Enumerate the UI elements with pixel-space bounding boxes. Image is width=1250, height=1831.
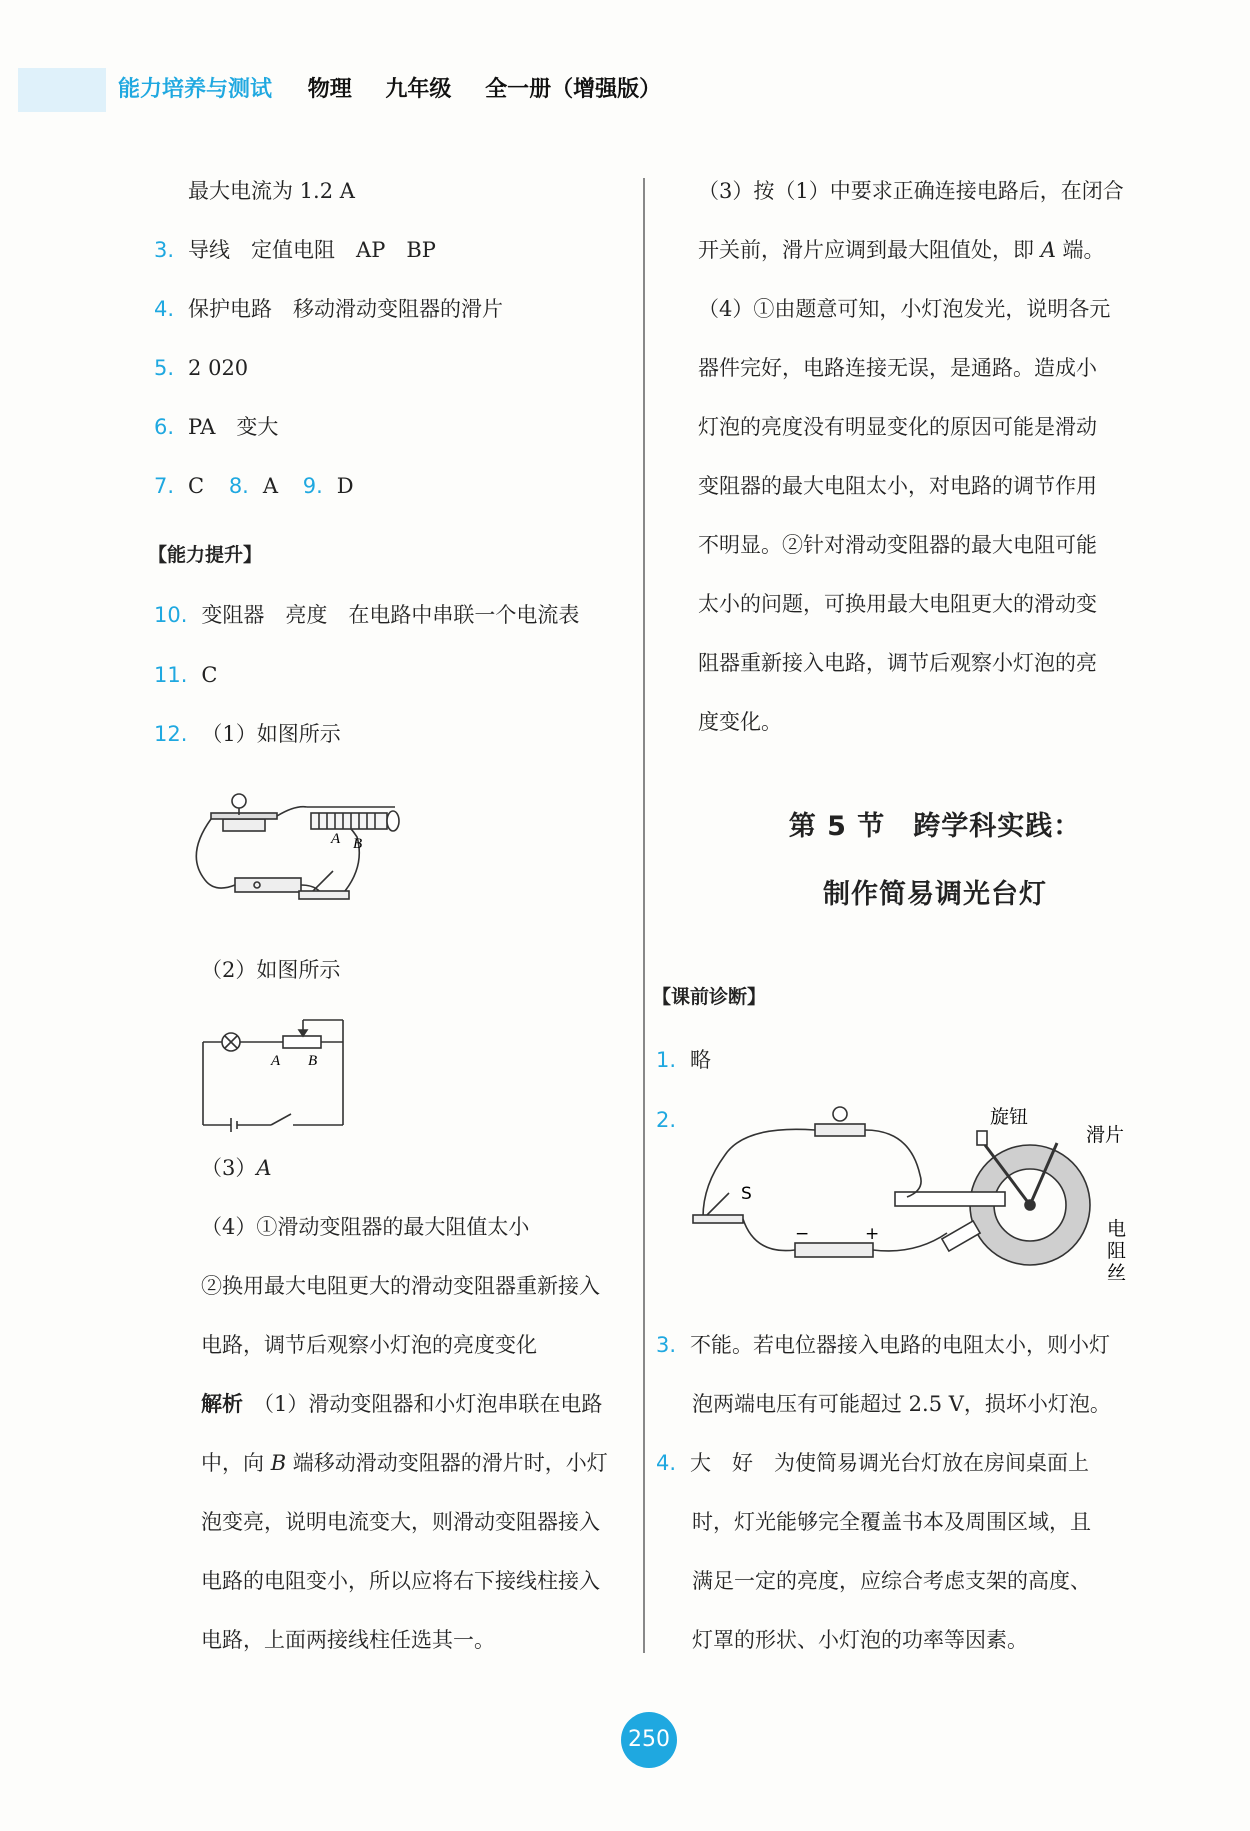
switch-base <box>299 891 349 899</box>
question-number: 4. <box>656 1451 677 1475</box>
answer-3 <box>656 1330 1110 1360</box>
question-number: 12. <box>154 722 188 746</box>
explanation-line: （4）①由题意可知，小灯泡发光，说明各元 <box>698 297 1111 321</box>
answer-text: D <box>336 474 354 498</box>
answer-5 <box>154 353 248 383</box>
answer-text: （1）如图所示 <box>201 722 341 746</box>
explanation-line: 不明显。②针对滑动变阻器的最大电阻可能 <box>698 533 1097 557</box>
explanation-var: B <box>270 1451 287 1475</box>
explanation-line <box>698 235 1105 265</box>
section-title: 第 5 节 跨学科实践： <box>788 811 1082 842</box>
switch-lever <box>707 1193 729 1215</box>
explanation-line: 器件完好，电路连接无误，是通路。造成小 <box>698 356 1097 380</box>
column-divider <box>643 178 645 1653</box>
lamp-base <box>815 1124 865 1136</box>
explanation-text: 端。 <box>1055 238 1105 262</box>
terminal-a-label: A <box>331 831 341 847</box>
positive-label: + <box>865 1224 880 1244</box>
explanation-text: （1）滑动变阻器和小灯泡串联在电路 <box>253 1392 603 1416</box>
answer-text: A <box>262 474 279 498</box>
question-number: 10. <box>154 603 188 627</box>
section-subtitle: 制作简易调光台灯 <box>823 879 1047 910</box>
answer-text: 导线 定值电阻 AP BP <box>188 238 436 262</box>
terminal-b-label: B <box>308 1053 318 1069</box>
answer-12-3 <box>201 1153 272 1183</box>
wire-label-1: 电 <box>1107 1218 1127 1240</box>
lamp-bulb <box>833 1107 847 1121</box>
slider-label: 滑片 <box>1086 1124 1125 1146</box>
wire-label-3: 丝 <box>1107 1262 1127 1284</box>
page-number: 250 <box>621 1712 677 1768</box>
switch-label: S <box>741 1184 752 1204</box>
question-number: 6. <box>154 415 175 439</box>
battery <box>235 878 301 892</box>
terminal-b-label: B <box>353 836 363 852</box>
answer-text: A <box>256 1156 272 1180</box>
answer-text: C <box>188 474 205 498</box>
grade: 九年级 <box>385 77 452 102</box>
explanation-line: 灯泡的亮度没有明显变化的原因可能是滑动 <box>698 415 1097 439</box>
answer-text: 保护电路 移动滑动变阻器的滑片 <box>188 297 504 321</box>
answer-1 <box>656 1045 711 1075</box>
section-heading: 【能力提升】 <box>148 544 263 566</box>
question-number: 9. <box>302 474 323 498</box>
explanation-line: 太小的问题，可换用最大电阻更大的滑动变 <box>698 592 1097 616</box>
explanation-line: （3）按（1）中要求正确连接电路后，在闭合 <box>698 179 1124 203</box>
sub-question-label: （3） <box>201 1156 257 1180</box>
series-title: 能力培养与测试 <box>118 77 273 102</box>
answer-12-2: （2）如图所示 <box>201 958 341 982</box>
volume: 全一册（增强版） <box>485 77 662 102</box>
circuit-schematic-figure <box>195 1010 355 1135</box>
answer-4-cont: 时，灯光能够完全覆盖书本及周围区域，且 <box>692 1510 1091 1534</box>
terminal-a-label: A <box>271 1053 281 1069</box>
answer-11 <box>154 660 217 690</box>
answer-text: 略 <box>690 1048 712 1072</box>
dimmer-circuit-figure <box>685 1105 1155 1290</box>
answer-line: 最大电流为 1.2 A <box>188 179 355 203</box>
explanation-line-5: 电路，上面两接线柱任选其一。 <box>201 1628 495 1652</box>
explanation-line-1 <box>201 1389 602 1419</box>
lamp-base <box>223 819 265 831</box>
question-number: 2. <box>656 1108 677 1132</box>
answer-7-9 <box>154 471 354 501</box>
negative-label: − <box>795 1224 810 1244</box>
circuit-sketch-figure <box>195 785 425 910</box>
answer-text: 变阻器 亮度 在电路中串联一个电流表 <box>201 603 580 627</box>
explanation-label: 解析 <box>201 1392 243 1416</box>
answer-text: 2 020 <box>188 356 249 380</box>
answer-4 <box>656 1448 1089 1478</box>
answer-4 <box>154 294 503 324</box>
question-number: 5. <box>154 356 175 380</box>
answer-4-cont: 满足一定的亮度，应综合考虑支架的高度、 <box>692 1569 1091 1593</box>
answer-text: 不能。若电位器接入电路的电阻太小，则小灯 <box>690 1333 1111 1357</box>
explanation-line-3: 泡变亮，说明电流变大，则滑动变阻器接入 <box>201 1510 600 1534</box>
explanation-text: 开关前，滑片应调到最大阻值处，即 <box>698 238 1041 262</box>
explanation-line: 阻器重新接入电路，调节后观察小灯泡的亮 <box>698 651 1097 675</box>
explanation-line-2 <box>201 1448 608 1478</box>
question-number: 4. <box>154 297 175 321</box>
rheostat-symbol <box>283 1036 321 1048</box>
answer-text: 大 好 为使简易调光台灯放在房间桌面上 <box>690 1451 1090 1475</box>
explanation-line: 度变化。 <box>698 710 782 734</box>
answer-12 <box>154 719 341 749</box>
battery <box>795 1243 873 1257</box>
switch-base <box>693 1215 743 1223</box>
explanation-text: 端移动滑动变阻器的滑片时，小灯 <box>286 1451 608 1475</box>
answer-3 <box>154 235 436 265</box>
section-heading: 【课前诊断】 <box>652 986 767 1008</box>
answer-6 <box>154 412 278 442</box>
switch-symbol <box>271 1114 291 1125</box>
question-number: 7. <box>154 474 175 498</box>
answer-text: PA 变大 <box>188 415 279 439</box>
question-number: 3. <box>656 1333 677 1357</box>
header-accent-band <box>18 68 106 112</box>
question-number: 8. <box>228 474 249 498</box>
answer-10 <box>154 600 579 630</box>
explanation-text: 中，向 <box>201 1451 271 1475</box>
explanation-line-4: 电路的电阻变小，所以应将右下接线柱接入 <box>201 1569 600 1593</box>
answer-4-cont: 灯罩的形状、小灯泡的功率等因素。 <box>692 1628 1028 1652</box>
answer-text: C <box>201 663 218 687</box>
answer-3-cont: 泡两端电压有可能超过 2.5 V，损坏小灯泡。 <box>692 1392 1111 1416</box>
wire-label-2: 阻 <box>1107 1240 1127 1262</box>
subject: 物理 <box>307 77 352 102</box>
answer-12-4c: 电路，调节后观察小灯泡的亮度变化 <box>201 1333 537 1357</box>
question-number: 1. <box>656 1048 677 1072</box>
answer-12-4b: ②换用最大电阻更大的滑动变阻器重新接入 <box>201 1274 600 1298</box>
knob-label: 旋钮 <box>990 1106 1029 1128</box>
running-header <box>118 72 661 103</box>
lamp-bulb <box>232 794 246 808</box>
explanation-line: 变阻器的最大电阻太小，对电路的调节作用 <box>698 474 1097 498</box>
question-number: 11. <box>154 663 188 687</box>
explanation-var: A <box>1040 238 1056 262</box>
question-number: 3. <box>154 238 175 262</box>
answer-12-4a: （4）①滑动变阻器的最大阻值太小 <box>201 1215 530 1239</box>
